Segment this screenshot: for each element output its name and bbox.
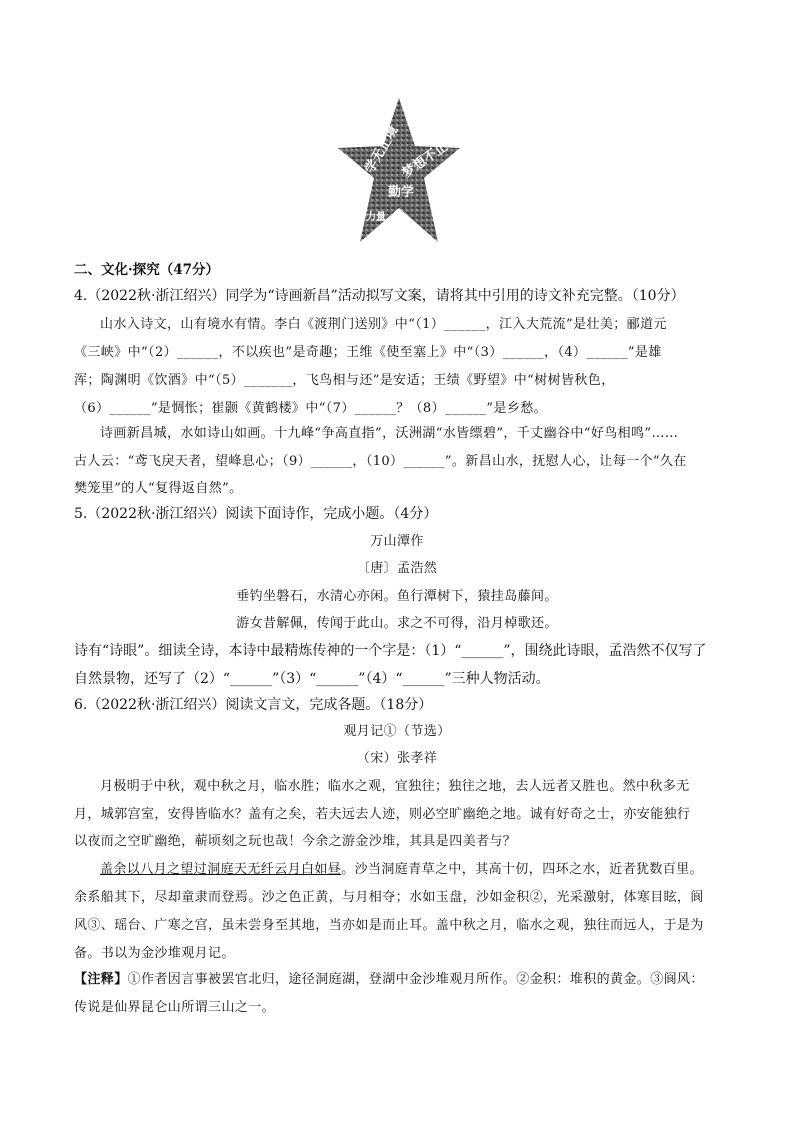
article-para2-line4: 备。书以为金沙堆观月记。 [74, 946, 235, 961]
article-para2-line3: 风③、瑶台、广寒之宫，虽未尝身至其地，当亦如是而止耳。盖中秋之月，临水之观，独往而远人，于是为 [74, 918, 704, 933]
q4-para2-line3: 樊笼里”的人“复得返自然”。 [74, 481, 243, 496]
q5-stem: 5.（2022秋·浙江绍兴）阅读下面诗作，完成小题。（4分） [74, 506, 438, 522]
q5-question-line1: 诗有“诗眼”。细读全诗，本诗中最精炼传神的一个字是：（1）“______”，围绕此诗眼，孟浩然不仅写了 [74, 643, 707, 659]
note-label: 【注释】 [74, 972, 128, 987]
svg-text:勤学: 勤学 [388, 185, 415, 200]
note-line1 [74, 968, 704, 987]
q4-para1-line4: （6）______”是惆怅；崔颢《黄鹤楼》中“（7）______？（8）______”是乡愁。 [74, 401, 548, 416]
poem-line-1: 垂钓坐磐石，水清心亦闲。鱼行潭树下，猿挂岛藤间。 [236, 589, 558, 604]
q4-para1-line3: 浑；陶渊明《饮酒》中“（5）_______，飞鸟相与还”是安适；王绩《野望》中“树树皆秋色， [74, 373, 615, 388]
article-para2-line1 [100, 858, 703, 877]
article-para1-line2: 月，城郭宫室，安得皆临水？盖有之矣，若夫远去人迹，则必空旷幽绝之地。诚有好奇之士，亦安能独行 [74, 807, 691, 822]
poem-title: 万山潭作 [370, 534, 424, 549]
q6-stem: 6.（2022秋·浙江绍兴）阅读文言文，完成各题。（18分） [74, 697, 433, 713]
section-title: 二、文化·探究（47分） [74, 262, 219, 278]
svg-text:学无止境: 学无止境 [362, 123, 402, 176]
poem-author: 〔唐〕孟浩然 [356, 561, 438, 576]
q4-para1-line2: 《三峡》中“（2）______，不以疾也”是奇趣；王维《使至塞上》中“（3）______，（4）______”是雄 [74, 345, 662, 360]
note-line2: 传说是仙界昆仑山所谓三山之一。 [74, 1000, 276, 1015]
svg-text:力量: 力量 [366, 212, 386, 223]
star-wordcloud-logo-icon [336, 96, 462, 244]
note-text-1: ①作者因言事被罢官北归，途径洞庭湖，登湖中金沙堆观月所作。②金积：堆积的黄金。③阆风： [127, 972, 704, 987]
underlined-sentence: 盖余以八月之望过洞庭天无纤云月白如昼 [100, 862, 342, 877]
svg-text:梦想不止: 梦想不止 [399, 139, 451, 182]
q4-para2-line1: 诗画新昌城，水如诗山如画。十九峰“争高直指”，沃洲湖“水皆缥碧”，千丈幽谷中“好鸟相鸣”…… [100, 426, 679, 441]
article-title: 观月记①（节选） [343, 724, 451, 739]
q4-stem: 4.（2022秋·浙江绍兴）同学为“诗画新昌”活动拟写文案，请将其中引用的诗文补充完整。（10分） [74, 288, 685, 304]
article-para2-line1-rest: 。沙当洞庭青草之中，其高十仞，四环之水，近者犹数百里。 [341, 862, 704, 877]
q4-para1-line1: 山水入诗文，山有境水有情。李白《渡荆门送别》中“（1）______，江入大荒流”是壮美；郦道元 [100, 317, 667, 332]
article-para1-line3: 以夜而之空旷幽绝，蕲顷刻之玩也哉！今余之游金沙堆，其具是四美者与？ [74, 834, 517, 849]
q5-question-line2: 自然景物，还写了（2）“______”（3）“______”（4）“______”三种人物活动。 [74, 671, 550, 687]
article-para2-line2: 余系船其下，尽却童隶而登焉。沙之色正黄，与月相夺；水如玉盘，沙如金积②，光采激射，体寒目眩，阆 [74, 890, 704, 905]
poem-line-2: 游女昔解佩，传闻于此山。求之不可得，沿月棹歌还。 [236, 616, 558, 631]
article-author: （宋）张孝祥 [356, 751, 438, 766]
article-para1-line1: 月极明于中秋，观中秋之月，临水胜；临水之观，宜独往；独往之地，去人远者又胜也。然中秋多无 [100, 779, 690, 794]
q4-para2-line2: 古人云：“鸢飞戾天者，望峰息心；（9）______，（10）______”。新昌山水，抚慰人心，让每一个“久在 [74, 454, 687, 469]
